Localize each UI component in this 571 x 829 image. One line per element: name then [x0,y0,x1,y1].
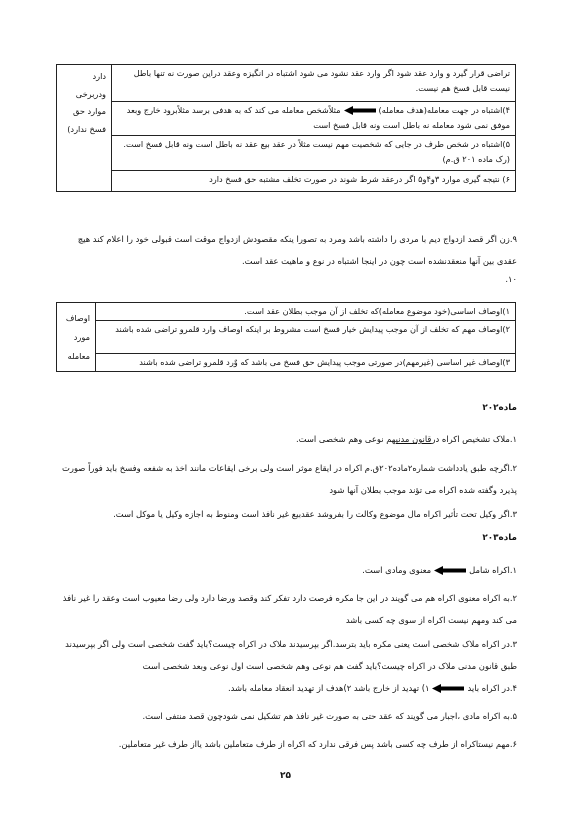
table1-row-4: ۶) نتیجه گیری موارد ۳و۴و۵ اگر درعقد شرط شوند در صورت تخلف مشتبه حق فسخ دارد [112,171,516,192]
article-203-item-1-end: معنوی ومادی است. [362,565,432,575]
attributes-table [56,302,516,372]
table1-row-2-detail: مثلاًشخص معامله می کند که به هدفی برسد مثلاًبرود خارج وبعد موفق نمی شود معامله نه باطل است ونه قابل فسخ است [126,105,510,130]
article-202-item-1 [55,428,517,450]
article-203-item-6: ۶.مهم نیستاکراه از طرف چه کسی باشد پس فرقی ندارد که اکراه از طرف متعاملین باشد یااز طرف غیر متعاملین. [118,739,517,749]
arrow-left-icon [432,684,464,693]
table1-side-label: دارد ودربرخی موارد حق فسخ ندارد) [57,65,112,192]
heading-article-202: ماده۲۰۲ [482,403,517,413]
table1-row-3: ۵)اشتباه در شخص طرف در جایی که شخصیت مهم نیست مثلاً در عقد بیع عقد نه باطل است ونه قابل فسخ است.(رک ماده ۲۰۱ ق.م) [112,136,516,171]
article-202-item-3: ۳.اگر وکیل تحت تأثیر اکراه مال موضوع وکالت را بفروشد عقدبیع غیر نافذ است ومنوط به اجازه وکیل یا موکل است. [113,509,517,519]
table1-row-1: تراضی قرار گیرد و وارد عقد شود اگر وارد عقد نشود می شود اشتباه در انگیزه وعقد دراین صورت نه تنها باطل نیست قابل فسخ هم نیست. [112,65,516,102]
paragraph-9: ۹.زن اگر قصد ازدواج دیم با مردی را داشته باشد ومرد به تصورا ینکه مقصودش ازدواج موقت است قبولی خود را اعلام کند هیچ عقدی بین آنها منعقدنشده است چون در اینجا اشتباه در نوع و ماهیت عقد است. [77,234,517,266]
article-203-item-3: ۳.در اکراه ملاک شخصی است یعنی مکره باید بترسد.اگر بپرسیدند ملاک در اکراه چیست؟باید گفت شخصی است ولی اگر بپرسیدند طبق قانون مدنی ملاک در اکراه چیست؟باید گفت هم نوعی وهم شخصی است اول نوعی وبعد شخصی است [65,639,517,671]
article-203-item-4-start: ۴.در اکراه باید [467,683,517,693]
article-202-item-1-start: ۱.ملاک تشخیص اکراه در [431,434,517,444]
table1-row-2-lead: ۴)اشتباه در جهت معامله(هدف معامله) [378,105,510,115]
article-203-item-5: ۵.به اکراه مادی ،اجبار می گویند که عقد حتی به صورت غیر نافذ هم تشکیل نمی شودچون قصد منتفی است. [142,711,517,721]
page-number: ۲۵ [280,771,291,781]
heading-article-203: ماده۲۰۳ [482,533,517,543]
article-203-item-4-end: ۱) تهدید از خارج باشد ۲)هدف از تهدید انعقاد معامله باشد. [227,683,430,693]
article-202-item-1-end: هم نوعی وهم شخصی است. [296,434,396,444]
civil-law-underlined: قانون مدنی [395,434,432,444]
article-203-item-1 [55,559,517,581]
error-cases-table [56,64,516,192]
table2-row-3: ۳)اوصاف غیر اساسی (غیرمهم)در صورتی موجب پیدایش حق فسخ می باشد که وٌرد قلمرو تراضی شده باشند [96,354,516,372]
table1-row-2 [112,102,516,136]
article-203-item-1-start: ۱.اکراه شامل [469,565,517,575]
article-203-item-4 [55,677,517,699]
article-203-item-2: ۲.به اکراه معنوی اکراه هم می گویند در این جا مکره فرصت دارد تفکر کند وقصد ورضا دارد ولی رضا معیوب است وعقد را غیر نافذ می کند ومهم نیست اکراه از سوی چه کسی باشد [62,593,517,625]
table2-row-1: ۱)اوصاف اساسی(خود موضوع معامله)که تخلف از آن موجب بطلان عقد است. [96,303,516,321]
table2-side-label: اوصاف مورد معامله [57,303,96,372]
arrow-left-icon [434,566,466,575]
table2-row-2: ۲)اوصاف مهم که تخلف از آن موجب پیدایش خیار فسخ است مشروط بر اینکه اوصاف وارد قلمرو تراضی شده باشند [96,321,516,354]
article-202-item-2: ۲.اگرچه طبق یادداشت شماره۲ماده۲۰۲ق.م اکراه در ایقاع موثر است ولی برخی ایقاعات مانند اخذ به شفعه وفسخ باید فوراً صورت پذیرد وگفته شده اکراه می تؤند موجب بطلان آنها شود [62,463,517,495]
item-10-number: ۱۰. [505,274,517,284]
arrow-left-icon [344,106,376,115]
